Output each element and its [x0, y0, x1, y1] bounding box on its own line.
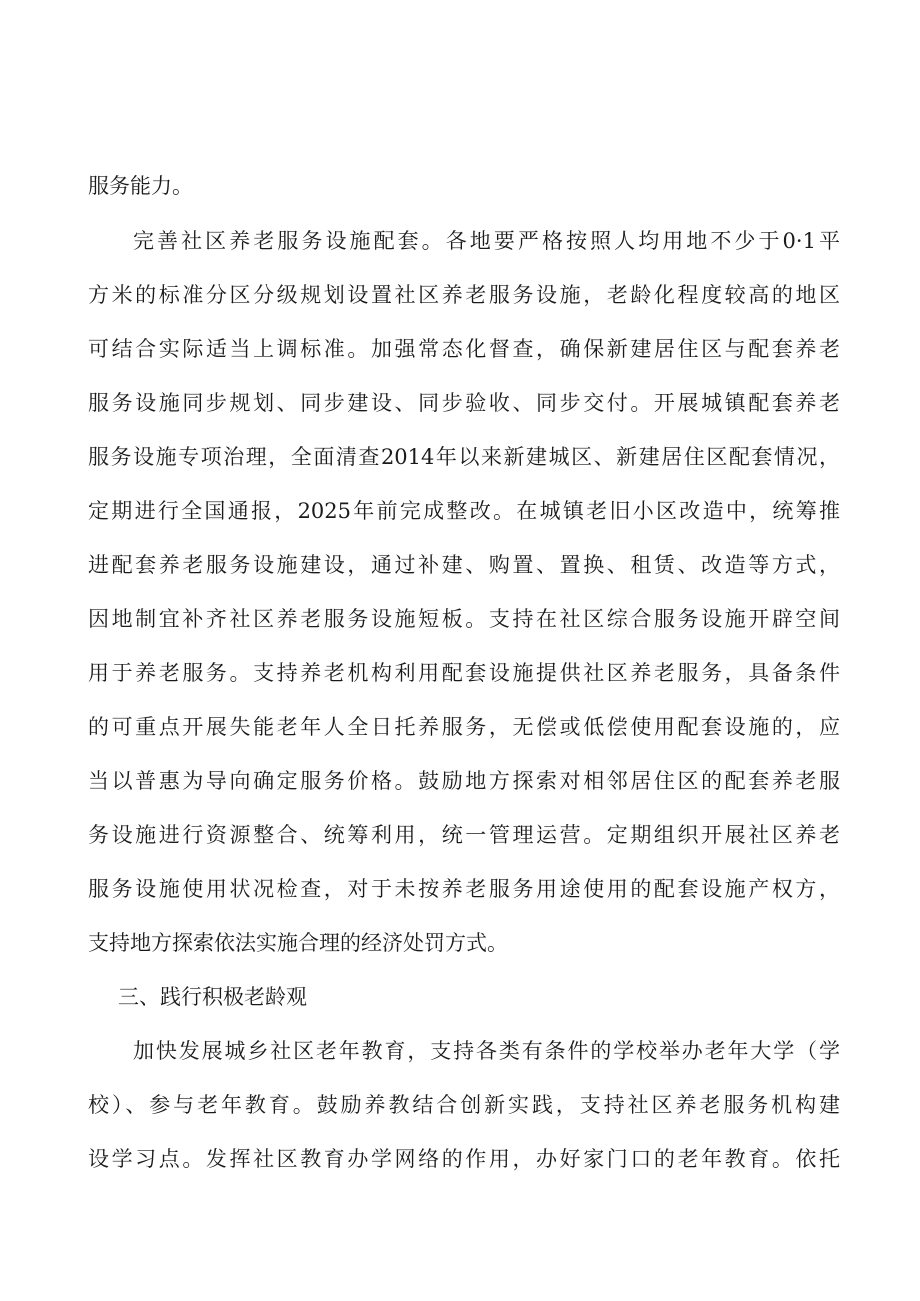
paragraph-line: 加快发展城乡社区老年教育，支持各类有条件的学校举办老年大学（学	[133, 1039, 840, 1063]
paragraph-line: 务设施进行资源整合、统筹利用，统一管理运营。定期组织开展社区养老	[88, 823, 840, 847]
paragraph-line: 当以普惠为导向确定服务价格。鼓励地方探索对相邻居住区的配套养老服	[88, 769, 840, 793]
paragraph-line: 完善社区养老服务设施配套。各地要严格按照人均用地不少于0·1平	[133, 229, 840, 253]
paragraph-line: 服务设施同步规划、同步建设、同步验收、同步交付。开展城镇配套养老	[88, 391, 840, 415]
paragraph-line: 定期进行全国通报，2025年前完成整改。在城镇老旧小区改造中，统筹推	[88, 499, 840, 523]
paragraph-line: 的可重点开展失能老年人全日托养服务，无偿或低偿使用配套设施的，应	[88, 715, 840, 739]
paragraph-line: 服务设施使用状况检查，对于未按养老服务用途使用的配套设施产权方，	[88, 877, 840, 901]
paragraph-line: 设学习点。发挥社区教育办学网络的作用，办好家门口的老年教育。依托	[88, 1147, 840, 1171]
paragraph-line: 用于养老服务。支持养老机构利用配套设施提供社区养老服务，具备条件	[88, 661, 840, 685]
section-heading: 三、践行积极老龄观	[118, 985, 307, 1009]
paragraph-line: 支持地方探索依法实施合理的经济处罚方式。	[88, 931, 508, 955]
paragraph-line: 进配套养老服务设施建设，通过补建、购置、置换、租赁、改造等方式，	[88, 553, 840, 577]
paragraph-line: 服务能力。	[88, 174, 193, 198]
paragraph-line: 服务设施专项治理，全面清查2014年以来新建城区、新建居住区配套情况，	[88, 445, 840, 469]
paragraph-line: 因地制宜补齐社区养老服务设施短板。支持在社区综合服务设施开辟空间	[88, 607, 840, 631]
paragraph-line: 校）、参与老年教育。鼓励养教结合创新实践，支持社区养老服务机构建	[88, 1093, 840, 1117]
paragraph-line: 方米的标准分区分级规划设置社区养老服务设施，老龄化程度较高的地区	[88, 283, 840, 307]
paragraph-line: 可结合实际适当上调标准。加强常态化督查，确保新建居住区与配套养老	[88, 337, 840, 361]
